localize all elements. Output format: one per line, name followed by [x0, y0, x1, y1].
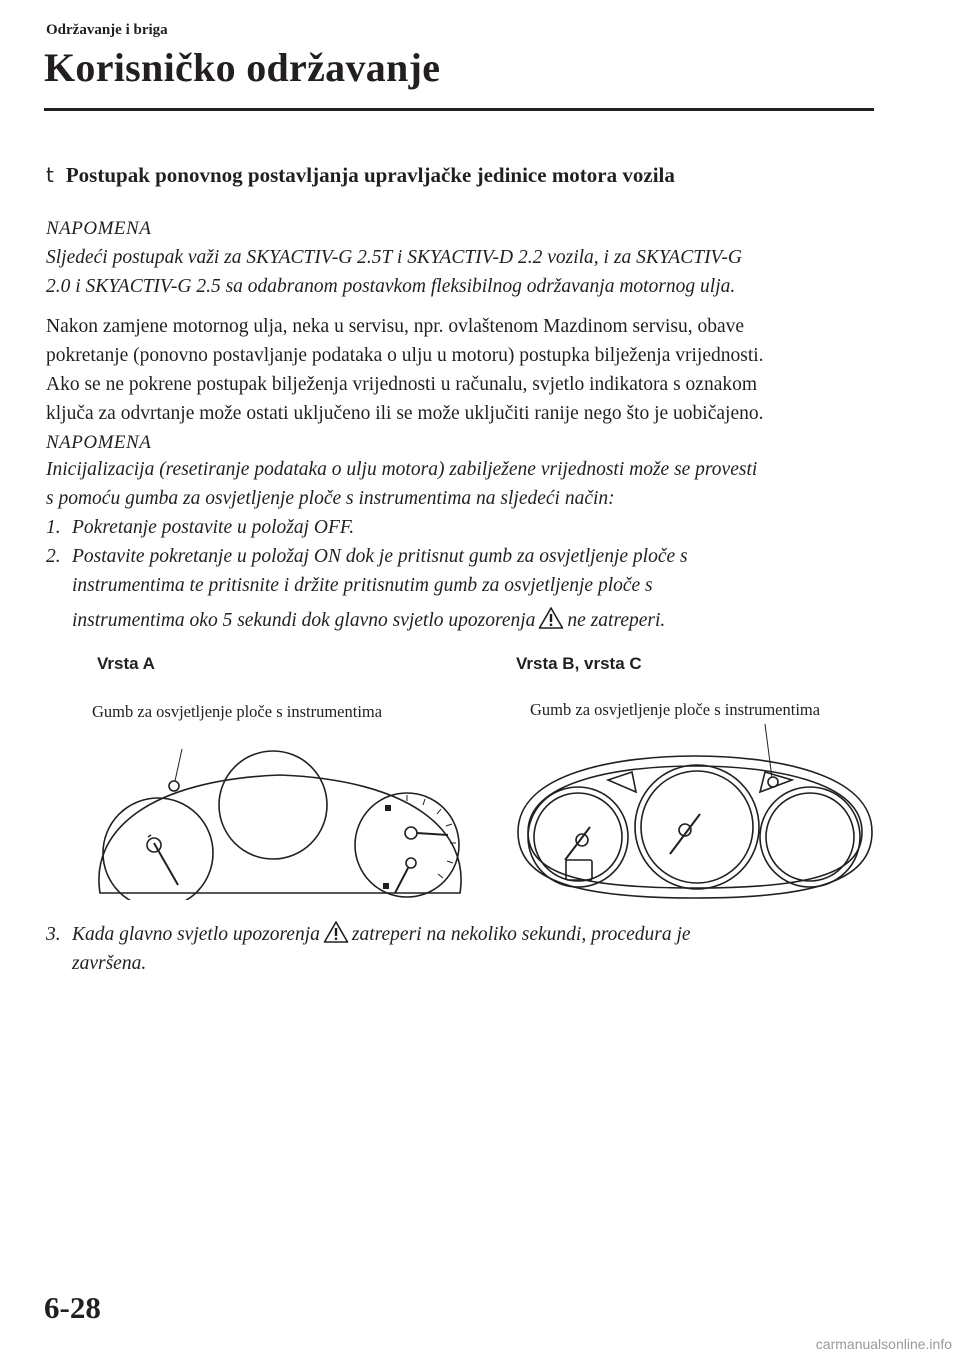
step-2-continued: instrumentima te pritisnite i držite pritisnutim gumb za osvjetljenje ploče s	[72, 575, 653, 596]
bullet-icon: t	[46, 163, 54, 187]
title-divider	[44, 108, 874, 111]
step-1	[46, 513, 886, 542]
gauge-right-bc	[760, 787, 860, 887]
paragraph-line: Ako se ne pokrene postupak bilježenja vrijednosti u računalu, svjetlo indikatora s oznakom	[46, 374, 758, 395]
step-text: Postavite pokretanje u položaj ON dok je pritisnut gumb za osvjetljenje ploče s	[72, 546, 688, 567]
note-2-line: s pomoću gumba za osvjetljenje ploče s instrumentima na sljedeći način:	[46, 488, 615, 509]
step-2-continued	[46, 606, 886, 635]
step-text: ne zatreperi.	[567, 610, 666, 631]
step-2	[46, 542, 886, 571]
note-label-2: NAPOMENA	[46, 432, 152, 453]
watermark: carmanualsonline.info	[815, 1336, 952, 1352]
paragraph-line: pokretanje (ponovno postavljanje podataka o ulju u motoru) postupka bilježenja vrijednosti.	[46, 345, 764, 366]
note-2-line: Inicijalizacija (resetiranje podataka o ulju motora) zabilježene vrijednosti može se provesti	[46, 459, 758, 480]
paragraph-line: Nakon zamjene motornog ulja, neka u servisu, npr. ovlaštenom Mazdinom servisu, obave	[46, 316, 745, 337]
page-number: 6-28	[44, 1290, 101, 1325]
note-2-text	[46, 455, 886, 635]
step-3	[46, 920, 886, 978]
instrument-cluster-type-bc	[510, 722, 880, 902]
note-1-line: Sljedeći postupak važi za SKYACTIV-G 2.5T i SKYACTIV-D 2.2 vozila, i za SKYACTIV-G	[46, 247, 742, 268]
note-label-1: NAPOMENA	[46, 218, 152, 239]
gauge-center	[219, 751, 327, 859]
section-label: Održavanje i briga	[46, 22, 168, 38]
callout-type-a: Gumb za osvjetljenje ploče s instrumentima	[92, 702, 383, 721]
figure-label-type-bc: Vrsta B, vrsta C	[516, 654, 642, 673]
figure-label-type-a: Vrsta A	[97, 654, 155, 673]
step-text: zatreperi na nekoliko sekundi, procedura je	[351, 924, 691, 945]
gauge-center-bc	[635, 765, 759, 889]
callout-type-bc: Gumb za osvjetljenje ploče s instrumentima	[530, 700, 821, 719]
gauge-left-bc	[528, 787, 628, 887]
paragraph-line: ključa za odvrtanje može ostati uključeno ili se može uključiti ranije nego što je uobičajeno.	[46, 403, 764, 424]
note-1-text	[46, 243, 886, 301]
instrument-cluster-type-a	[90, 725, 470, 900]
warning-triangle-icon	[538, 606, 564, 630]
page-title: Korisničko održavanje	[44, 45, 441, 90]
step-number: 1.	[46, 517, 61, 538]
body-paragraph	[46, 312, 886, 428]
step-3-line	[46, 920, 886, 949]
subheading	[46, 163, 675, 188]
step-text: instrumentima oko 5 sekundi dok glavno svjetlo upozorenja	[72, 610, 536, 631]
warning-triangle-icon	[323, 920, 349, 944]
illumination-button-a	[169, 781, 179, 791]
step-number: 2.	[46, 546, 61, 567]
note-1-line: 2.0 i SKYACTIV-G 2.5 sa odabranom postavkom fleksibilnog održavanja motornog ulja.	[46, 276, 736, 297]
gauge-right	[355, 793, 459, 897]
subheading-text: Postupak ponovnog postavljanja upravljačke jedinice motora vozila	[65, 163, 675, 187]
step-3-continued: završena.	[72, 953, 147, 974]
step-number: 3.	[46, 924, 61, 945]
step-text: Kada glavno svjetlo upozorenja	[72, 924, 320, 945]
step-text: Pokretanje postavite u položaj OFF.	[72, 517, 355, 538]
